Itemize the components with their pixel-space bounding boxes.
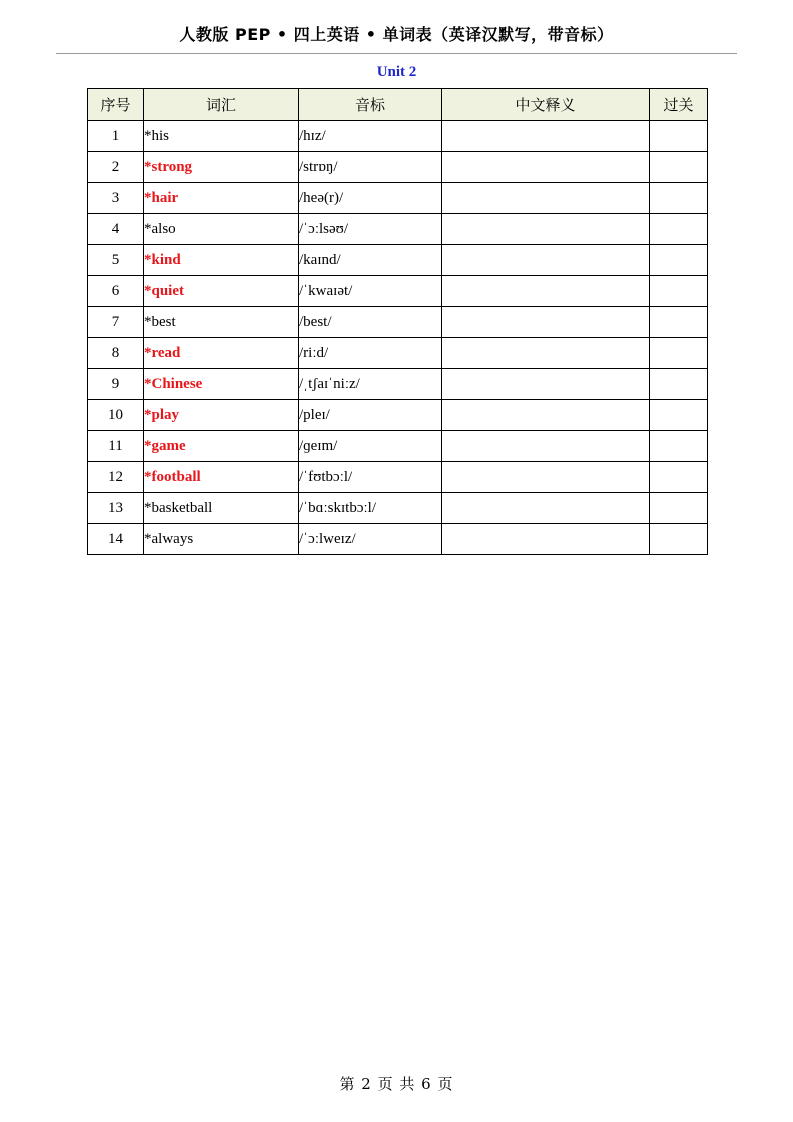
row-phonetic-cell: /ˈɔːlsəʊ/: [299, 214, 442, 245]
row-phonetic-cell: /heə(r)/: [299, 183, 442, 214]
page-footer: 第 2 页 共 6 页: [339, 1075, 454, 1093]
row-phonetic-cell: /kaɪnd/: [299, 245, 442, 276]
row-word-cell: *football: [144, 462, 299, 493]
row-number-cell: 3: [88, 183, 144, 214]
row-phonetic-cell: /ˈkwaɪət/: [299, 276, 442, 307]
table-row: [88, 431, 708, 462]
row-phonetic-cell: /ˈɔːlweɪz/: [299, 524, 442, 555]
row-phonetic-cell: /ˈfʊtbɔːl/: [299, 462, 442, 493]
row-phonetic-cell: /strɒŋ/: [299, 152, 442, 183]
row-phonetic-cell: /ɡeɪm/: [299, 431, 442, 462]
row-phonetic-cell: /best/: [299, 307, 442, 338]
row-word-cell: *always: [144, 524, 299, 555]
row-word-cell: *also: [144, 214, 299, 245]
row-pass-cell[interactable]: [650, 400, 708, 431]
row-number-cell: 9: [88, 369, 144, 400]
table-row: [88, 400, 708, 431]
table-row: [88, 369, 708, 400]
document-header: 人教版 PEP • 四上英语 • 单词表（英译汉默写，带音标）: [179, 25, 614, 44]
row-pass-cell[interactable]: [650, 307, 708, 338]
table-row: [88, 276, 708, 307]
vocabulary-table: [87, 88, 708, 555]
row-number-cell: 10: [88, 400, 144, 431]
row-word-cell: *game: [144, 431, 299, 462]
column-header-pass: 过关: [650, 89, 708, 121]
table-row: [88, 245, 708, 276]
table-body: [88, 121, 708, 555]
column-header-number: 序号: [88, 89, 144, 121]
unit-title: Unit 2: [376, 64, 417, 80]
row-number-cell: 4: [88, 214, 144, 245]
row-number-cell: 12: [88, 462, 144, 493]
row-number-cell: 11: [88, 431, 144, 462]
row-meaning-cell[interactable]: [442, 245, 650, 276]
row-meaning-cell[interactable]: [442, 369, 650, 400]
row-pass-cell[interactable]: [650, 431, 708, 462]
table-row: [88, 462, 708, 493]
row-pass-cell[interactable]: [650, 369, 708, 400]
column-header-meaning: 中文释义: [442, 89, 650, 121]
row-word-cell: *hair: [144, 183, 299, 214]
table-row: [88, 307, 708, 338]
row-meaning-cell[interactable]: [442, 214, 650, 245]
row-pass-cell[interactable]: [650, 276, 708, 307]
row-meaning-cell[interactable]: [442, 183, 650, 214]
row-meaning-cell[interactable]: [442, 307, 650, 338]
row-meaning-cell[interactable]: [442, 462, 650, 493]
row-pass-cell[interactable]: [650, 214, 708, 245]
row-phonetic-cell: /ˈbɑːskɪtbɔːl/: [299, 493, 442, 524]
row-number-cell: 14: [88, 524, 144, 555]
row-word-cell: *his: [144, 121, 299, 152]
row-pass-cell[interactable]: [650, 462, 708, 493]
table-row: [88, 121, 708, 152]
row-pass-cell[interactable]: [650, 524, 708, 555]
row-meaning-cell[interactable]: [442, 524, 650, 555]
row-meaning-cell[interactable]: [442, 276, 650, 307]
row-number-cell: 5: [88, 245, 144, 276]
table-row: [88, 524, 708, 555]
row-number-cell: 7: [88, 307, 144, 338]
row-word-cell: *kind: [144, 245, 299, 276]
row-pass-cell[interactable]: [650, 338, 708, 369]
row-number-cell: 8: [88, 338, 144, 369]
row-phonetic-cell: /pleɪ/: [299, 400, 442, 431]
row-meaning-cell[interactable]: [442, 431, 650, 462]
row-pass-cell[interactable]: [650, 183, 708, 214]
row-phonetic-cell: /riːd/: [299, 338, 442, 369]
row-number-cell: 1: [88, 121, 144, 152]
row-pass-cell[interactable]: [650, 245, 708, 276]
row-word-cell: *read: [144, 338, 299, 369]
row-pass-cell[interactable]: [650, 493, 708, 524]
column-header-word: 词汇: [144, 89, 299, 121]
row-word-cell: *best: [144, 307, 299, 338]
row-meaning-cell[interactable]: [442, 338, 650, 369]
row-meaning-cell[interactable]: [442, 400, 650, 431]
table-row: [88, 214, 708, 245]
row-number-cell: 2: [88, 152, 144, 183]
table-row: [88, 183, 708, 214]
row-word-cell: *Chinese: [144, 369, 299, 400]
table-header-row: [88, 89, 708, 121]
row-number-cell: 13: [88, 493, 144, 524]
row-word-cell: *play: [144, 400, 299, 431]
column-header-phonetic: 音标: [299, 89, 442, 121]
row-number-cell: 6: [88, 276, 144, 307]
row-pass-cell[interactable]: [650, 121, 708, 152]
table-row: [88, 338, 708, 369]
row-word-cell: *quiet: [144, 276, 299, 307]
row-meaning-cell[interactable]: [442, 493, 650, 524]
row-meaning-cell[interactable]: [442, 152, 650, 183]
row-pass-cell[interactable]: [650, 152, 708, 183]
row-phonetic-cell: /ˌtʃaɪˈniːz/: [299, 369, 442, 400]
row-meaning-cell[interactable]: [442, 121, 650, 152]
row-phonetic-cell: /hɪz/: [299, 121, 442, 152]
table-row: [88, 493, 708, 524]
header-divider: [56, 53, 737, 54]
table-row: [88, 152, 708, 183]
row-word-cell: *strong: [144, 152, 299, 183]
row-word-cell: *basketball: [144, 493, 299, 524]
